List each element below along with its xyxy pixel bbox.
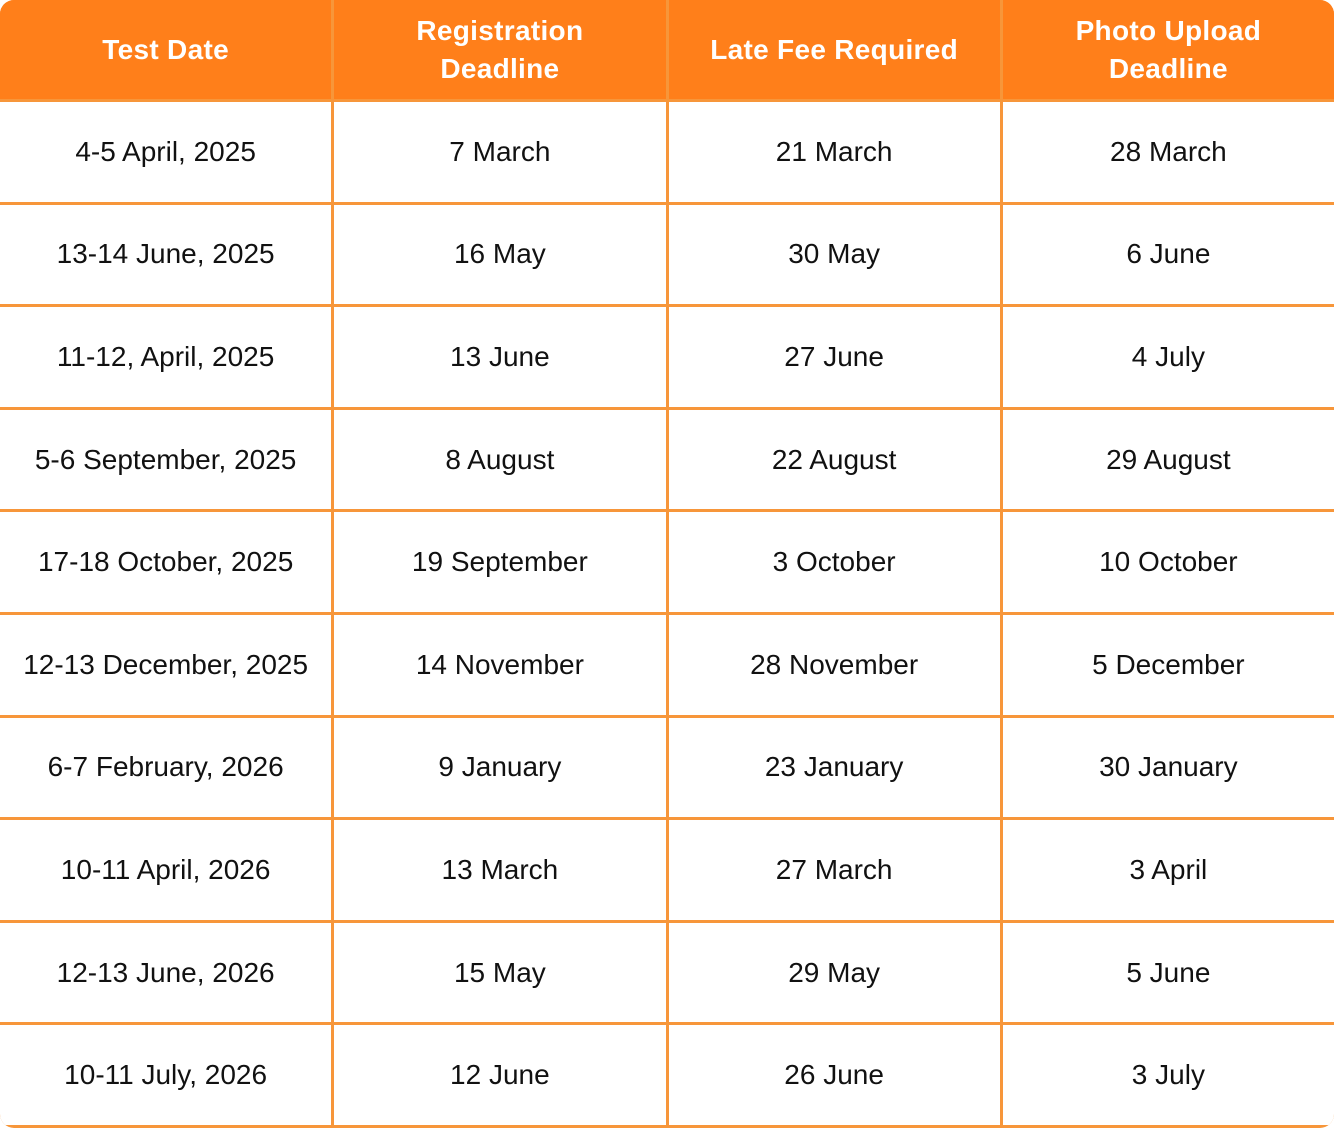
cell-late-fee-required: 23 January (669, 718, 1000, 818)
cell-test-date: 12-13 June, 2026 (0, 923, 331, 1023)
cell-photo-upload-deadline: 3 April (1003, 820, 1334, 920)
cell-test-date: 13-14 June, 2025 (0, 205, 331, 305)
header-registration-deadline (334, 0, 665, 99)
table-row (0, 615, 1334, 715)
header-label: Test Date (102, 33, 229, 65)
cell-photo-upload-deadline: 29 August (1003, 410, 1334, 510)
cell-late-fee-required: 26 June (669, 1025, 1000, 1125)
cell-test-date: 11-12, April, 2025 (0, 307, 331, 407)
cell-registration-deadline: 13 March (334, 820, 665, 920)
cell-registration-deadline: 19 September (334, 512, 665, 612)
table-row (0, 205, 1334, 305)
cell-test-date: 10-11 July, 2026 (0, 1025, 331, 1125)
header-test-date (0, 0, 331, 99)
table-row (0, 512, 1334, 612)
header-row (0, 0, 1334, 99)
cell-late-fee-required: 3 October (669, 512, 1000, 612)
cell-test-date: 6-7 February, 2026 (0, 718, 331, 818)
cell-registration-deadline: 8 August (334, 410, 665, 510)
table-row (0, 410, 1334, 510)
cell-photo-upload-deadline: 10 October (1003, 512, 1334, 612)
cell-photo-upload-deadline: 4 July (1003, 307, 1334, 407)
cell-photo-upload-deadline: 5 June (1003, 923, 1334, 1023)
cell-late-fee-required: 27 March (669, 820, 1000, 920)
header-label: Photo Upload (1075, 14, 1262, 46)
cell-late-fee-required: 22 August (669, 410, 1000, 510)
cell-photo-upload-deadline: 3 July (1003, 1025, 1334, 1125)
table-row (0, 1025, 1334, 1125)
cell-late-fee-required: 30 May (669, 205, 1000, 305)
header-photo-upload-deadline (1003, 0, 1334, 99)
cell-photo-upload-deadline: 5 December (1003, 615, 1334, 715)
cell-test-date: 10-11 April, 2026 (0, 820, 331, 920)
cell-registration-deadline: 13 June (334, 307, 665, 407)
cell-test-date: 4-5 April, 2025 (0, 102, 331, 202)
table-row (0, 307, 1334, 407)
cell-late-fee-required: 29 May (669, 923, 1000, 1023)
cell-registration-deadline: 15 May (334, 923, 665, 1023)
cell-late-fee-required: 21 March (669, 102, 1000, 202)
cell-registration-deadline: 9 January (334, 718, 665, 818)
cell-late-fee-required: 28 November (669, 615, 1000, 715)
header-label: Late Fee Required (710, 33, 959, 65)
cell-photo-upload-deadline: 30 January (1003, 718, 1334, 818)
cell-registration-deadline: 7 March (334, 102, 665, 202)
header-late-fee-required (669, 0, 1000, 99)
cell-test-date: 12-13 December, 2025 (0, 615, 331, 715)
cell-test-date: 5-6 September, 2025 (0, 410, 331, 510)
table-row (0, 923, 1334, 1023)
header-label: Deadline (440, 52, 560, 84)
table-row (0, 718, 1334, 818)
cell-photo-upload-deadline: 6 June (1003, 205, 1334, 305)
header-label: Registration (416, 14, 584, 46)
cell-registration-deadline: 16 May (334, 205, 665, 305)
cell-registration-deadline: 12 June (334, 1025, 665, 1125)
cell-test-date: 17-18 October, 2025 (0, 512, 331, 612)
cell-late-fee-required: 27 June (669, 307, 1000, 407)
cell-registration-deadline: 14 November (334, 615, 665, 715)
table-row (0, 820, 1334, 920)
header-label: Deadline (1108, 52, 1228, 84)
table-row (0, 102, 1334, 202)
cell-photo-upload-deadline: 28 March (1003, 102, 1334, 202)
